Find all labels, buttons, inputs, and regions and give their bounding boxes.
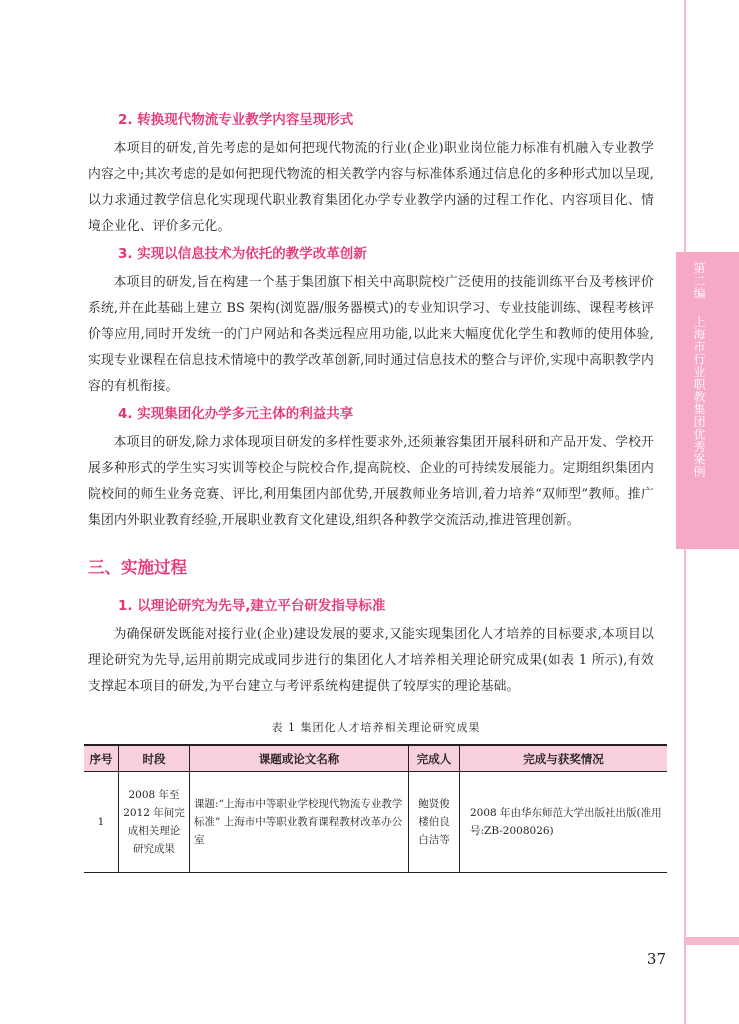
page-number: 37 [646, 950, 666, 968]
page-content [88, 110, 662, 873]
table-header-authors: 完成人 [409, 745, 460, 772]
chapter-sub-heading: 1. 以理论研究为先导,建立平台研发指导标准 [118, 598, 386, 614]
table-header-index: 序号 [84, 745, 119, 772]
table-cell-title: 课题:“上海市中等职业学校现代物流专业教学标准” 上海市中等职业教育课程教材改革办公室 [190, 772, 409, 873]
sidebar-title: 上海市行业职教集团优秀案例 [692, 315, 706, 478]
table-header-title: 课题或论文名称 [190, 745, 409, 772]
section-heading-2: 2. 转换现代物流专业教学内容呈现形式 [118, 112, 354, 128]
chapter-paragraph: 为确保研发既能对接行业(企业)建设发展的要求,又能实现集团化人才培养的目标要求,本项目以理论研究为先导,运用前期完成或同步进行的集团化人才培养相关理论研究成果(如表 1 所示),有效支撑起本项目的研发,为平台建立与考评系统构建提供了较厚实的理论基础。 [88, 627, 654, 694]
table-cell-index: 1 [84, 772, 119, 873]
table-cell-authors: 鲍贤俊 楼伯良 白洁等 [409, 772, 460, 873]
section-paragraph-2: 本项目的研发,首先考虑的是如何把现代物流的行业(企业)职业岗位能力标准有机融入专业教学内容之中;其次考虑的是如何把现代物流的相关教学内容与标准体系通过信息化的多种形式加以呈现,以力求通过教学信息化实现现代职业教育集团化办学专业教学内涵的过程工作化、内容项目化、情境企业化、评价多元化。 [88, 141, 654, 234]
table-caption: 表 1 集团化人才培养相关理论研究成果 [271, 721, 481, 734]
results-table [84, 744, 667, 873]
table-cell-period: 2008 年至 2012 年间完成相关理论研究成果 [119, 772, 190, 873]
table-header-period: 时段 [119, 745, 190, 772]
footer-accent-bar [684, 937, 739, 945]
sidebar-label [688, 262, 710, 478]
table-row [84, 772, 667, 873]
table-header-result: 完成与获奖情况 [460, 745, 668, 772]
sidebar-part: 第二编 [692, 262, 706, 300]
section-heading-4: 4. 实现集团化办学多元主体的利益共享 [118, 406, 354, 422]
chapter-heading: 三、实施过程 [88, 558, 187, 577]
section-paragraph-4: 本项目的研发,除力求体现项目研发的多样性要求外,还须兼容集团开展科研和产品开发、学校开展多种形式的学生实习实训等校企与院校合作,提高院校、企业的可持续发展能力。定期组织集团内院校间的师生业务竞赛、评比,利用集团内部优势,开展教师业务培训,着力培养“双师型”教师。推广集团内外职业教育经验,开展职业教育文化建设,组织各种教学交流活动,推进管理创新。 [88, 435, 654, 528]
section-paragraph-3: 本项目的研发,旨在构建一个基于集团旗下相关中高职院校广泛使用的技能训练平台及考核评价系统,并在此基础上建立 BS 架构(浏览器/服务器模式)的专业知识学习、专业技能训练、课程考核评价等应用,同时开发统一的门户网站和各类远程应用功能,以此来大幅度优化学生和教师的使用体验,实现专业课程在信息技术情境中的教学改革创新,同时通过信息技术的整合与评价,实现中高职教学内容的有机衔接。 [88, 275, 654, 394]
table-cell-result: 2008 年由华东师范大学出版社出版(准用号:ZB-2008026) [460, 772, 668, 873]
section-heading-3: 3. 实现以信息技术为依托的教学改革创新 [118, 246, 367, 262]
